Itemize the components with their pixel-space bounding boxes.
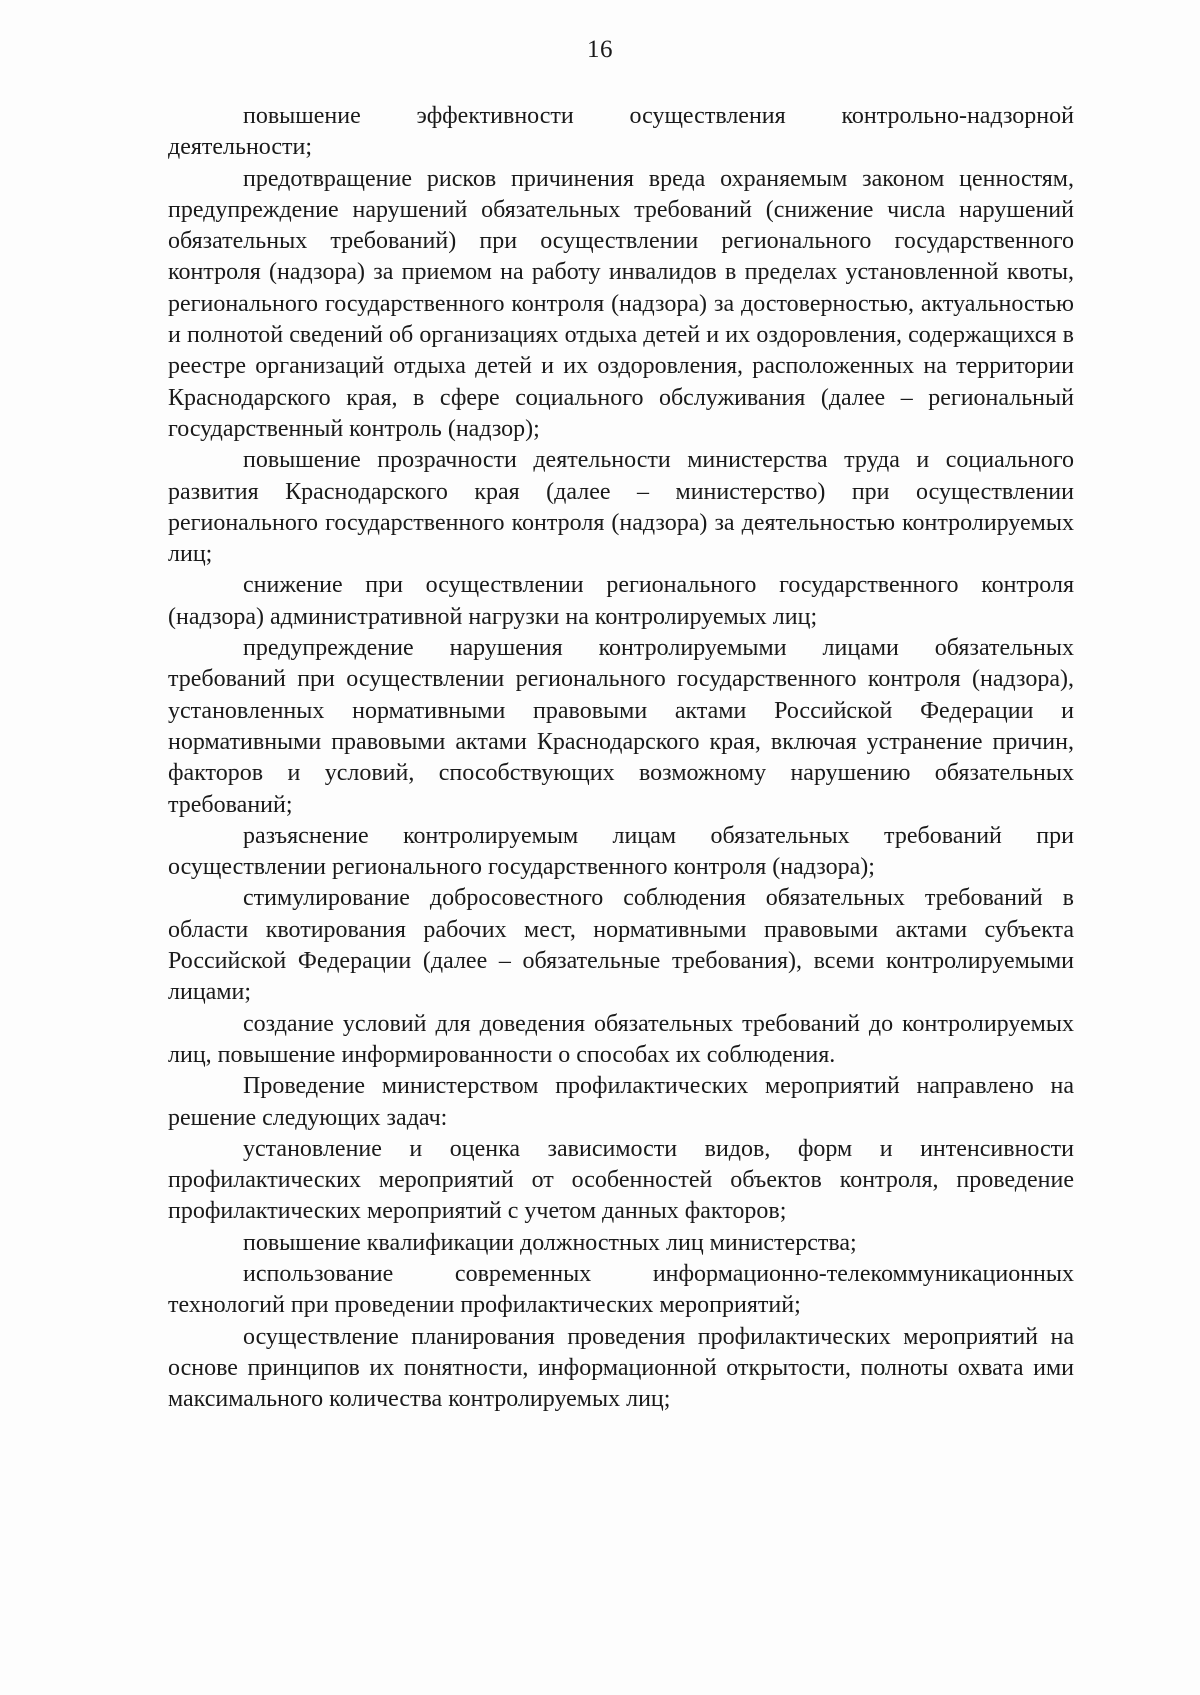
paragraph: предотвращение рисков причинения вреда охраняемым законом ценностям, предупреждение нарушений обязательных требований (снижение числа нарушений обязательных требований) при осуществлении регионального государственного контроля (надзора) за приемом на работу инвалидов в пределах установленной квоты, регионального государственного контроля (надзора) за достоверностью, актуальностью и полнотой сведений об организациях отдыха детей и их оздоровления, содержащихся в реестре организаций отдыха детей и их оздоровления, расположенных на территории Краснодарского края, в сфере социального обслуживания (далее – региональный государственный контроль (надзор); xyxy=(168,165,1074,442)
paragraph: Проведение министерством профилактических мероприятий направлено на решение следующих задач: xyxy=(168,1073,1074,1131)
paragraph: повышение эффективности осуществления контрольно-надзорной деятельности; xyxy=(168,103,1074,161)
document-body xyxy=(168,101,1074,1415)
paragraph: повышение прозрачности деятельности министерства труда и социального развития Краснодарского края (далее – министерство) при осуществлении регионального государственного контроля (надзора) за деятельностью контролируемых лиц; xyxy=(168,447,1074,568)
paragraph: снижение при осуществлении регионального государственного контроля (надзора) административной нагрузки на контролируемых лиц; xyxy=(168,572,1074,630)
paragraph: осуществление планирования проведения профилактических мероприятий на основе принципов их понятности, информационной открытости, полноты охвата ими максимального количества контролируемых лиц; xyxy=(168,1323,1074,1413)
paragraph: создание условий для доведения обязательных требований до контролируемых лиц, повышение информированности о способах их соблюдения. xyxy=(168,1010,1074,1068)
paragraph: стимулирование добросовестного соблюдения обязательных требований в области квотирования рабочих мест, нормативными правовыми актами субъекта Российской Федерации (далее – обязательные требования), всеми контролируемыми лицами; xyxy=(168,885,1074,1006)
paragraph: установление и оценка зависимости видов, форм и интенсивности профилактических мероприятий от особенностей объектов контроля, проведение профилактических мероприятий с учетом данных факторов; xyxy=(168,1135,1074,1225)
paragraph: разъяснение контролируемым лицам обязательных требований при осуществлении регионального государственного контроля (надзора); xyxy=(168,822,1074,881)
page-number: 16 xyxy=(587,36,613,63)
paragraph: предупреждение нарушения контролируемыми лицами обязательных требований при осуществлении регионального государственного контроля (надзора), установленных нормативными правовыми актами Российской Федерации и нормативными правовыми актами Краснодарского края, включая устранение причин, факторов и условий, способствующих возможному нарушению обязательных требований; xyxy=(168,635,1074,818)
paragraph: использование современных информационно-телекоммуникационных технологий при проведении профилактических мероприятий; xyxy=(168,1260,1074,1319)
paragraph: повышение квалификации должностных лиц министерства; xyxy=(243,1229,857,1256)
